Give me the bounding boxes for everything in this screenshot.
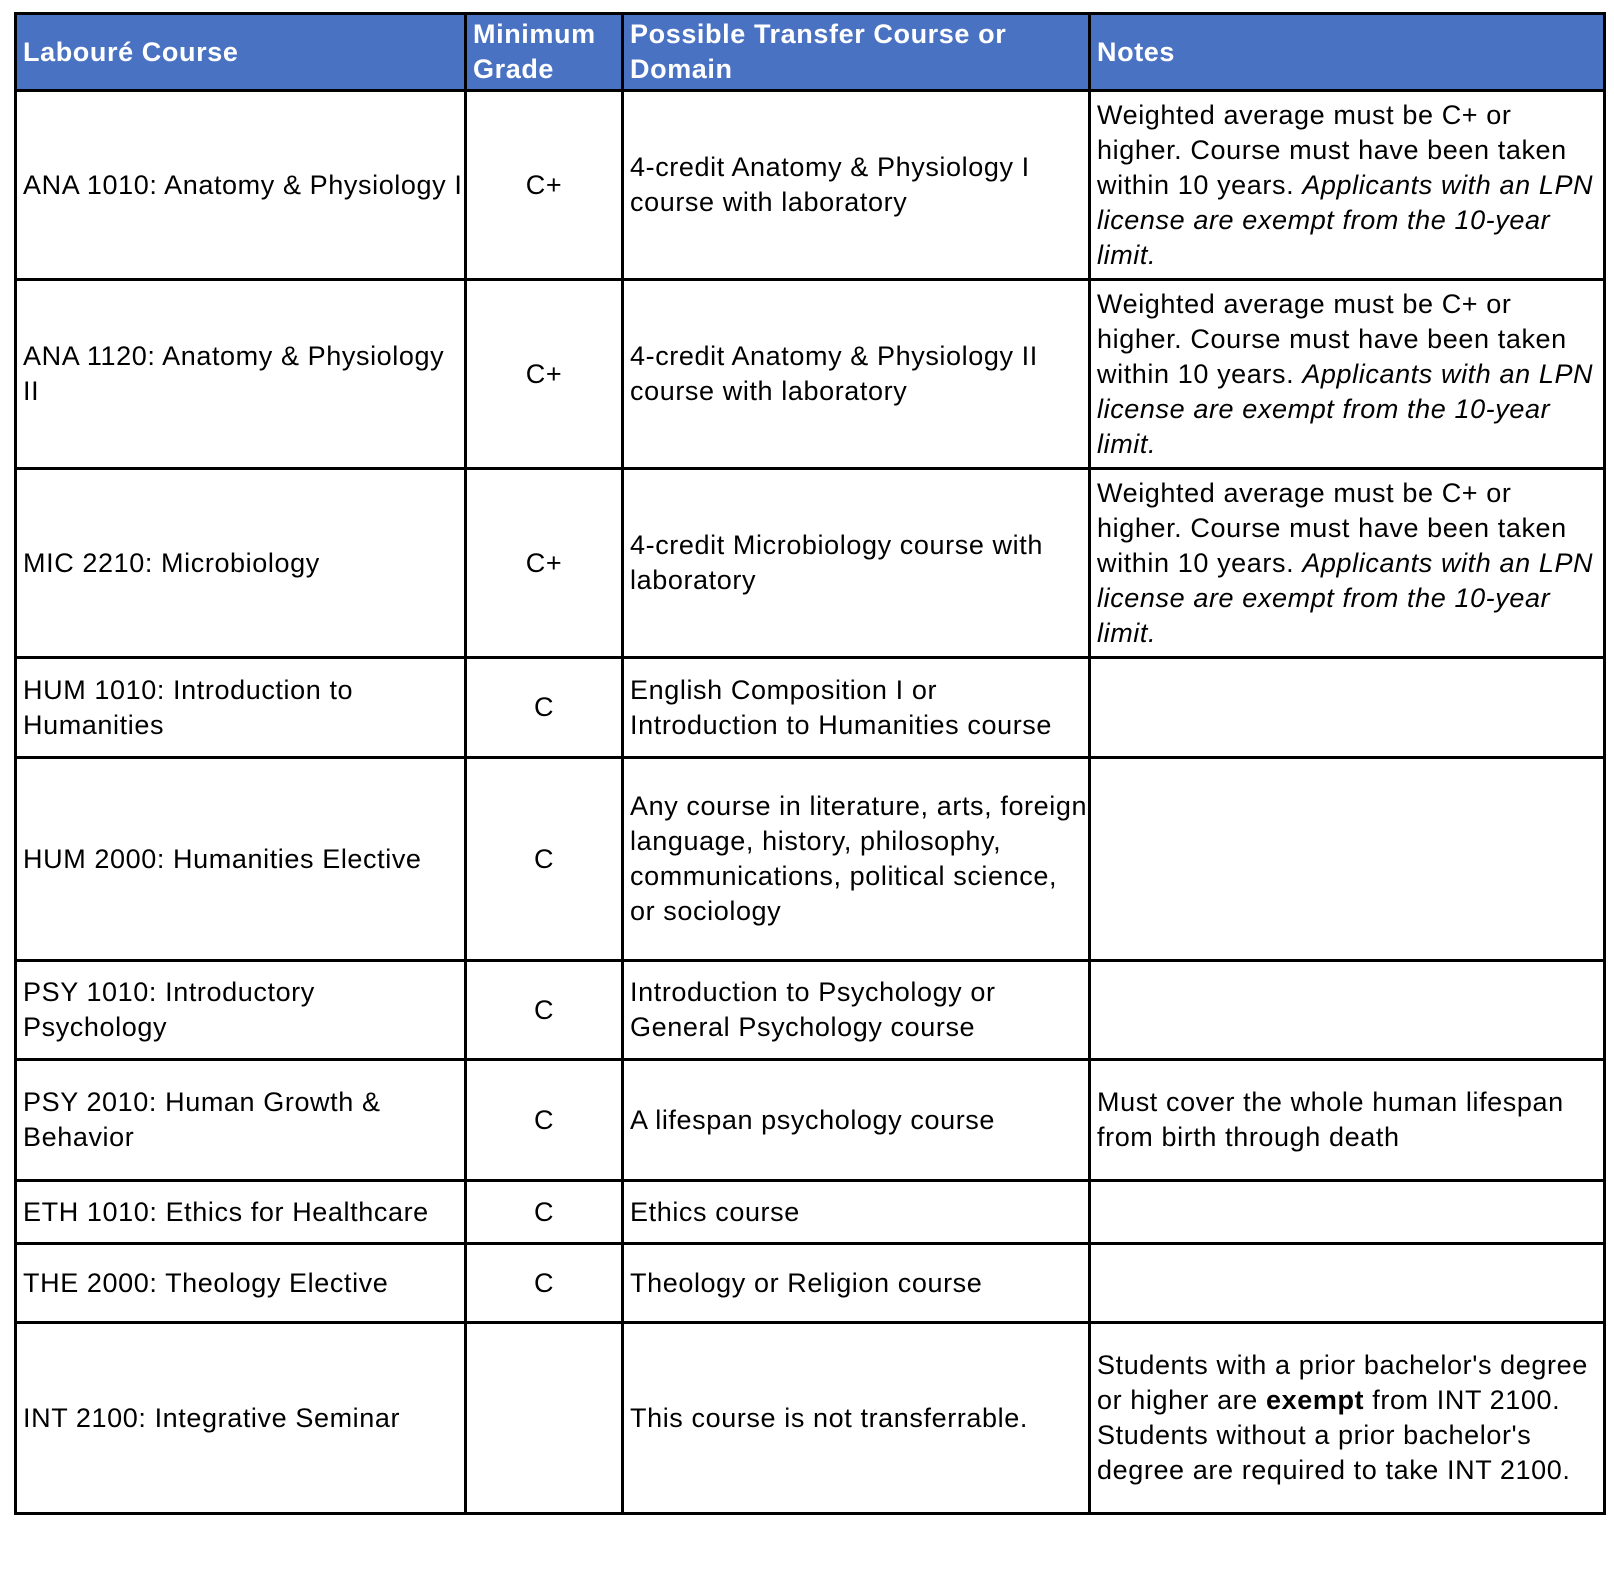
- transfer-cell: Theology or Religion course: [623, 1244, 1090, 1323]
- course-cell: ETH 1010: Ethics for Healthcare: [16, 1181, 466, 1244]
- grade-cell: C: [466, 658, 623, 758]
- table-row: [16, 1181, 1605, 1244]
- transfer-course-table: [14, 12, 1606, 1515]
- table-row: [16, 280, 1605, 469]
- transfer-cell: Introduction to Psychology or General Psychology course: [623, 961, 1090, 1060]
- table-header-row: [16, 14, 1605, 91]
- header-minimum-grade: Minimum Grade: [466, 14, 623, 91]
- document-page: [14, 12, 1606, 1515]
- notes-italic-text: Applicants with an LPN license are exempt from the 10-year limit.: [1097, 169, 1594, 270]
- grade-cell: C+: [466, 469, 623, 658]
- grade-cell: C: [466, 758, 623, 961]
- course-cell: ANA 1010: Anatomy & Physiology I: [16, 91, 466, 280]
- table-row: [16, 758, 1605, 961]
- notes-bold-text: exempt: [1266, 1385, 1365, 1415]
- course-cell: HUM 2000: Humanities Elective: [16, 758, 466, 961]
- course-cell: INT 2100: Integrative Seminar: [16, 1323, 466, 1514]
- course-cell: HUM 1010: Introduction to Humanities: [16, 658, 466, 758]
- notes-cell: [1090, 91, 1605, 280]
- notes-cell: [1090, 469, 1605, 658]
- notes-text: Weighted average must be C+ or higher. Course must have been taken within 10 years.: [1097, 477, 1567, 578]
- transfer-cell: A lifespan psychology course: [623, 1060, 1090, 1181]
- notes-text: Weighted average must be C+ or higher. Course must have been taken within 10 years.: [1097, 99, 1567, 200]
- transfer-cell: 4-credit Anatomy & Physiology II course with laboratory: [623, 280, 1090, 469]
- grade-cell: C+: [466, 91, 623, 280]
- table-row: [16, 658, 1605, 758]
- course-cell: PSY 1010: Introductory Psychology: [16, 961, 466, 1060]
- table-row: [16, 1323, 1605, 1514]
- grade-cell: C+: [466, 280, 623, 469]
- notes-cell: [1090, 758, 1605, 961]
- transfer-cell: English Composition I or Introduction to Humanities course: [623, 658, 1090, 758]
- notes-cell: [1090, 961, 1605, 1060]
- notes-cell: [1090, 1181, 1605, 1244]
- table-row: [16, 469, 1605, 658]
- table-row: [16, 91, 1605, 280]
- notes-cell: [1090, 1323, 1605, 1514]
- notes-italic-text: Applicants with an LPN license are exempt from the 10-year limit.: [1097, 547, 1594, 648]
- transfer-cell: Any course in literature, arts, foreign language, history, philosophy, communications, political science, or sociology: [623, 758, 1090, 961]
- notes-cell: Must cover the whole human lifespan from birth through death: [1090, 1060, 1605, 1181]
- notes-text: from INT 2100. Students without a prior bachelor's degree are required to take INT 2100.: [1097, 1385, 1571, 1485]
- table-row: [16, 1244, 1605, 1323]
- header-notes: Notes: [1090, 14, 1605, 91]
- transfer-cell: 4-credit Microbiology course with laboratory: [623, 469, 1090, 658]
- transfer-cell: 4-credit Anatomy & Physiology I course with laboratory: [623, 91, 1090, 280]
- grade-cell: [466, 1323, 623, 1514]
- course-cell: MIC 2210: Microbiology: [16, 469, 466, 658]
- notes-text: Students with a prior bachelor's degree or higher are: [1097, 1350, 1588, 1415]
- course-cell: ANA 1120: Anatomy & Physiology II: [16, 280, 466, 469]
- grade-cell: C: [466, 1244, 623, 1323]
- notes-cell: [1090, 280, 1605, 469]
- notes-cell: [1090, 658, 1605, 758]
- table-row: [16, 961, 1605, 1060]
- transfer-cell: This course is not transferrable.: [623, 1323, 1090, 1514]
- header-laboure-course: Labouré Course: [16, 14, 466, 91]
- grade-cell: C: [466, 961, 623, 1060]
- grade-cell: C: [466, 1181, 623, 1244]
- notes-cell: [1090, 1244, 1605, 1323]
- header-transfer-course: Possible Transfer Course or Domain: [623, 14, 1090, 91]
- course-cell: PSY 2010: Human Growth & Behavior: [16, 1060, 466, 1181]
- notes-italic-text: Applicants with an LPN license are exempt from the 10-year limit.: [1097, 358, 1594, 459]
- notes-text: Weighted average must be C+ or higher. Course must have been taken within 10 years.: [1097, 288, 1567, 389]
- grade-cell: C: [466, 1060, 623, 1181]
- course-cell: THE 2000: Theology Elective: [16, 1244, 466, 1323]
- table-row: [16, 1060, 1605, 1181]
- transfer-cell: Ethics course: [623, 1181, 1090, 1244]
